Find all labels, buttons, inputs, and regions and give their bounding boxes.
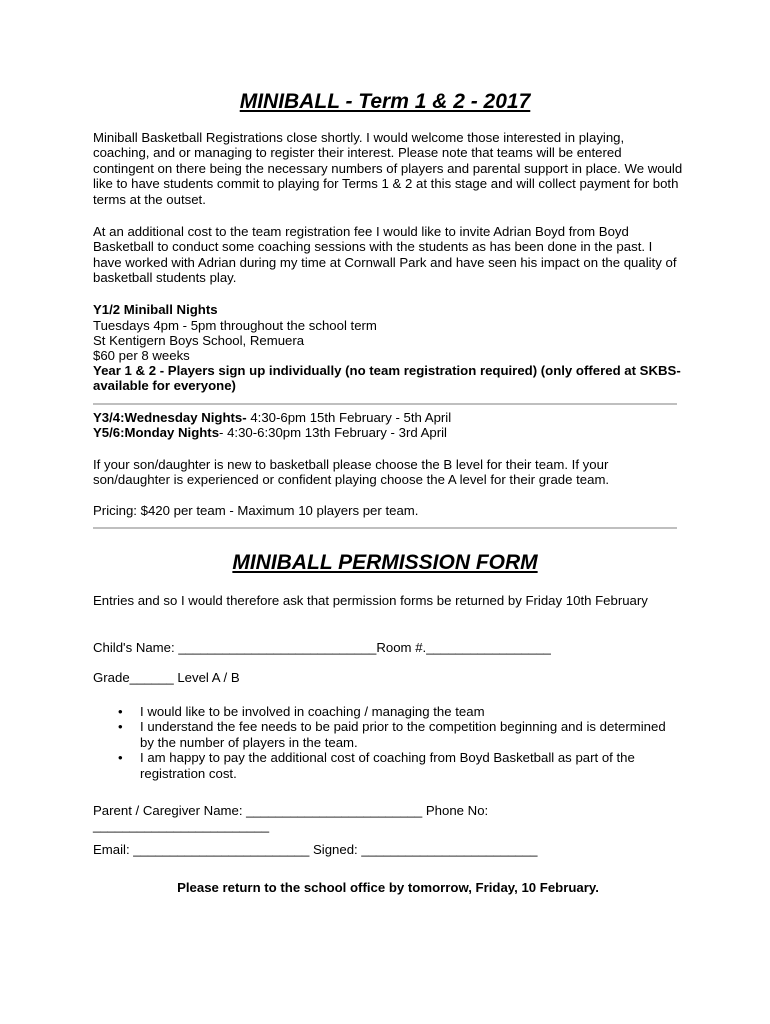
y12-heading: Y1/2 Miniball Nights xyxy=(93,302,218,317)
levels-paragraph: If your son/daughter is new to basketball please choose the B level for their team. If your son/daughter is experienced or confident playing choose the A level for their grade team. xyxy=(93,457,610,488)
intro-paragraph-1: Miniball Basketball Registrations close shortly. I would welcome those interested in playing, coaching, and or managing to register their interest. Please note that teams will be entered contingent on there being the necessary numbers of players and parental support in place. We would like to have students commit to playing for Terms 1 & 2 at this stage and will collect payment for both terms at the outset. xyxy=(93,130,683,207)
consent-item: • I would like to be involved in coaching / managing the team xyxy=(118,704,683,719)
page-title: MINIBALL - Term 1 & 2 - 2017 xyxy=(239,90,531,113)
y12-note: Year 1 & 2 - Players sign up individually (no team registration required) (only offered at SKBS-available for everyone) xyxy=(93,363,681,394)
consent-list xyxy=(118,704,683,781)
email-signed-line: Email: ________________________ Signed: ________________________ xyxy=(93,842,538,857)
form-title: MINIBALL PERMISSION FORM xyxy=(232,551,538,574)
y34-nights xyxy=(93,410,683,425)
pricing-text: Pricing: $420 per team - Maximum 10 players per team. xyxy=(93,503,419,518)
y34-label: Y3/4:Wednesday Nights- xyxy=(93,410,247,425)
grade-line: Grade______ Level A / B xyxy=(93,670,240,685)
parent-phone-line: Parent / Caregiver Name: ________________________ Phone No: ________________________ xyxy=(93,803,489,834)
y56-nights xyxy=(93,425,683,440)
y34-time: 4:30-6pm 15th February - 5th April xyxy=(246,410,452,425)
return-note: Please return to the school office by tomorrow, Friday, 10 February. xyxy=(177,880,599,895)
y12-price: $60 per 8 weeks xyxy=(93,348,190,363)
y56-time: - 4:30-6:30pm 13th February - 3rd April xyxy=(219,425,447,440)
consent-item: • I am happy to pay the additional cost of coaching from Boyd Basketball as part of the registration cost. xyxy=(118,750,683,781)
consent-item: • I understand the fee needs to be paid prior to the competition beginning and is determined by the number of players in the team. xyxy=(118,719,683,750)
y12-schedule: Tuesdays 4pm - 5pm throughout the school term xyxy=(93,318,377,333)
section-divider xyxy=(93,403,677,405)
section-divider-2 xyxy=(93,527,677,529)
child-name-line: Child's Name: ___________________________Room #._________________ xyxy=(93,640,551,655)
y12-venue: St Kentigern Boys School, Remuera xyxy=(93,333,305,348)
entries-text: Entries and so I would therefore ask that permission forms be returned by Friday 10th February xyxy=(93,593,648,608)
y56-label: Y5/6:Monday Nights xyxy=(93,425,220,440)
intro-paragraph-2: At an additional cost to the team registration fee I would like to invite Adrian Boyd from Boyd Basketball to conduct some coaching sessions with the students as has been done in the past. I have worked with Adrian during my time at Cornwall Park and have seen his impact on the quality of basketball students play. xyxy=(93,224,677,286)
